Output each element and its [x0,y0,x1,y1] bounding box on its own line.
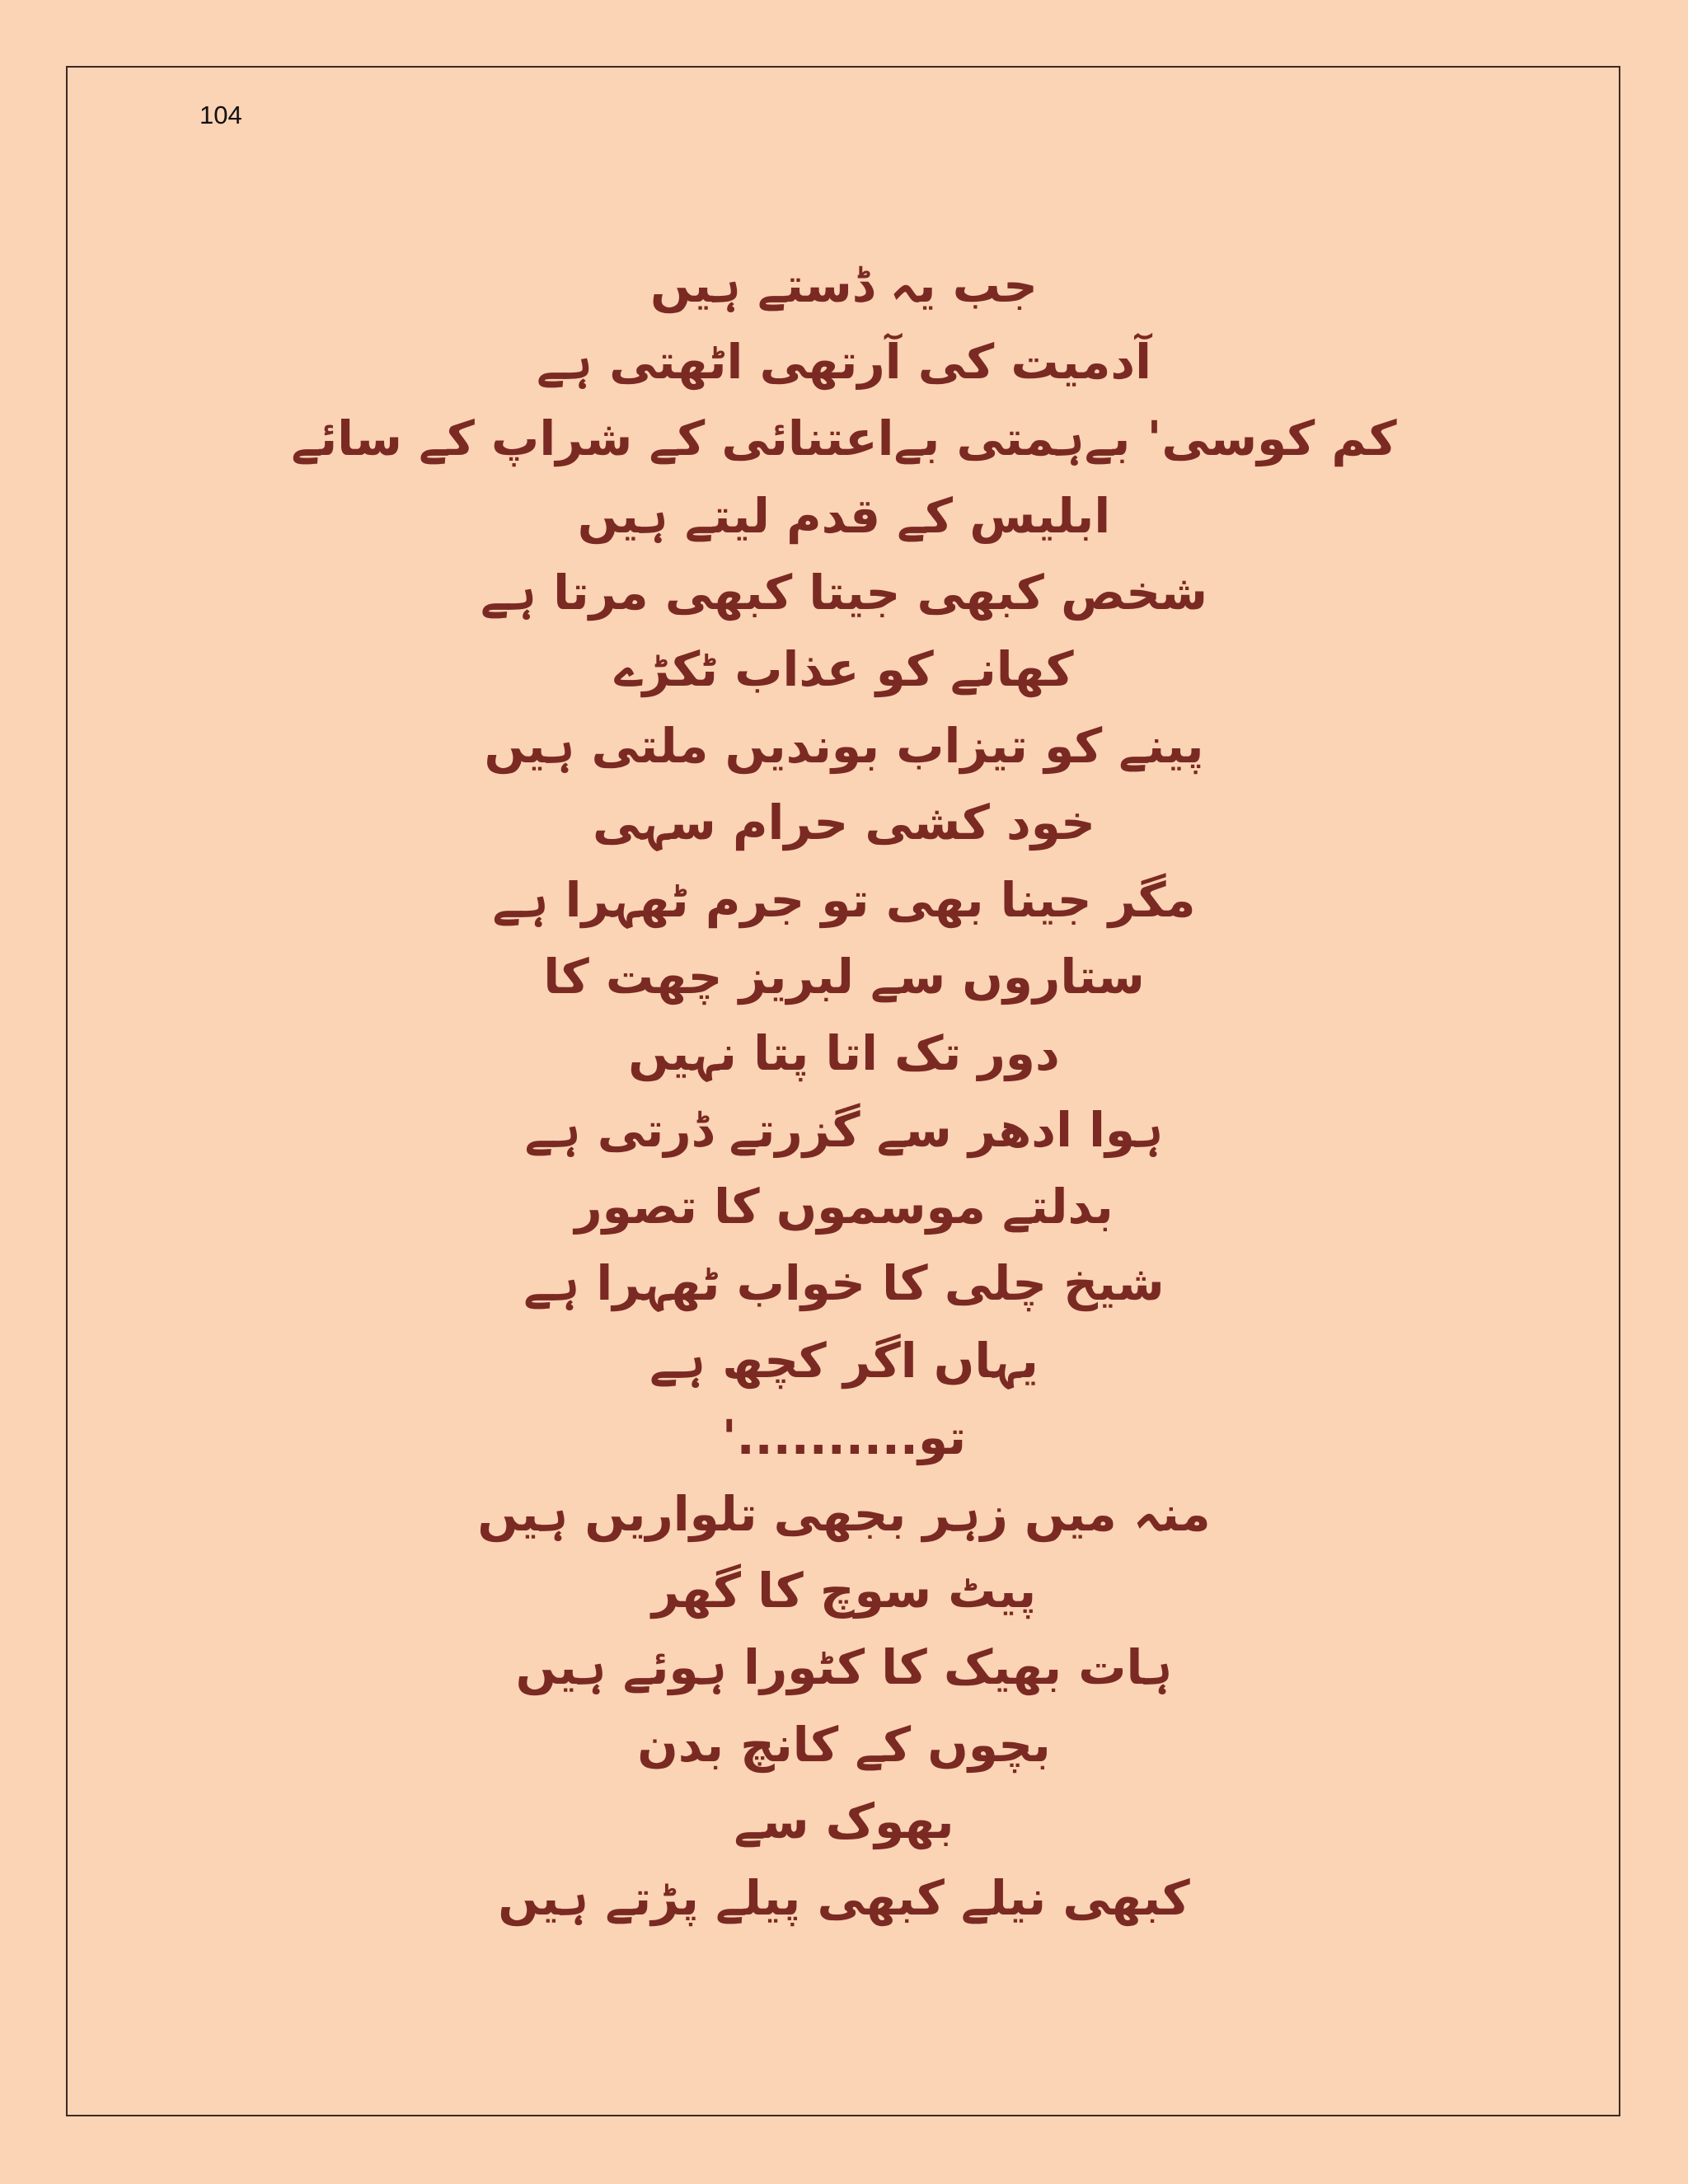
page-number: 104 [199,101,242,129]
poem-line: مگر جینا بھی تو جرم ٹھہرا ہے [492,871,1196,928]
poem-line: ستاروں سے لبریز چھت کا [543,948,1145,1005]
poem-line: دور تک اتا پتا نہیں [628,1024,1060,1081]
poem-line: خود کشی حرام سہی [593,794,1095,851]
poem-line: کھانے کو عذاب ٹکڑے [614,640,1074,697]
poem-line: تو..........' [721,1408,967,1465]
poem-line: یہاں اگر کچھ ہے [649,1332,1039,1389]
poem [124,247,1564,1937]
poem-line: شیخ چلی کا خواب ٹھہرا ہے [523,1255,1165,1312]
poem-line: منہ میں زہر بجھی تلواریں ہیں [477,1486,1211,1542]
poem-line: ابلیس کے قدم لیتے ہیں [577,487,1111,544]
poem-line: ہات بھیک کا کٹورا ہوئے ہیں [515,1639,1173,1696]
poem-line: کم کوسی' بےہمتی بےاعتنائی کے شراپ کے سائے [291,410,1397,467]
poem-line: جب یہ ڈستے ہیں [650,257,1038,313]
poem-line: ہوا ادھر سے گزرتے ڈرتی ہے [524,1102,1164,1159]
poem-line: کبھی نیلے کبھی پیلے پڑتے ہیں [498,1869,1190,1926]
poem-line: پینے کو تیزاب بوندیں ملتی ہیں [484,718,1204,775]
poem-line: شخص کبھی جیتا کبھی مرتا ہے [480,564,1208,621]
poem-line: بھوک سے [734,1793,954,1849]
poem-line: پیٹ سوچ کا گھر [651,1563,1037,1619]
poem-line: بچوں کے کانچ بدن [637,1716,1051,1773]
poem-line: آدمیت کی آرتھی اٹھتی ہے [536,334,1152,391]
poem-line: بدلتے موسموں کا تصور [574,1179,1114,1235]
